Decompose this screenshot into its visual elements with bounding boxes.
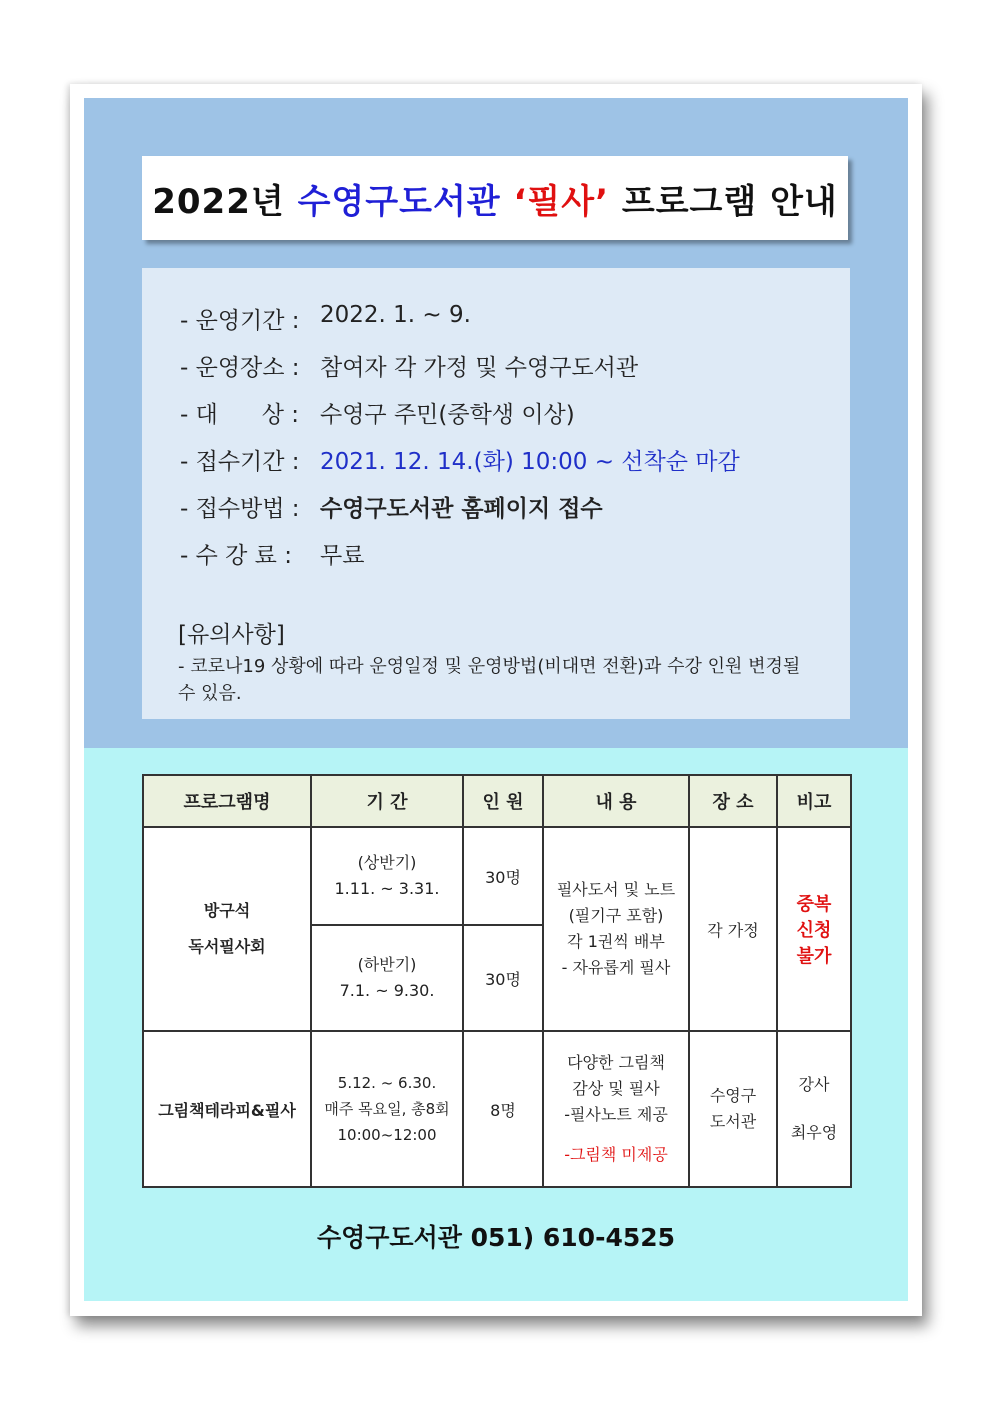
program1-name xyxy=(143,827,311,1031)
note-line: 신청 xyxy=(796,920,832,941)
period-line: 10:00~12:00 xyxy=(337,1126,437,1144)
header-note: 비고 xyxy=(777,775,851,827)
program1-people-second-half: 30명 xyxy=(463,925,543,1031)
note-line: 최우영 xyxy=(790,1123,838,1142)
content-line: (필기구 포함) xyxy=(568,906,664,925)
program1-name-line: 독서필사회 xyxy=(188,937,266,956)
note-line: 강사 xyxy=(798,1075,830,1094)
header-place: 장 소 xyxy=(689,775,777,827)
header-content: 내 용 xyxy=(543,775,689,827)
period-line: 5.12. ~ 6.30. xyxy=(337,1074,437,1092)
program2-period xyxy=(311,1031,463,1187)
info-value: 수영구도서관 홈페이지 접수 xyxy=(320,496,603,522)
note-line: 중복 xyxy=(796,894,832,915)
info-label: - 수 강 료 : xyxy=(180,543,292,569)
info-row-period xyxy=(180,302,471,335)
info-value: 참여자 각 가정 및 수영구도서관 xyxy=(320,355,639,381)
info-row-target xyxy=(180,396,575,429)
period-line: 매주 목요일, 총8회 xyxy=(324,1100,450,1118)
program1-content xyxy=(543,827,689,1031)
content-line: 필사도서 및 노트 xyxy=(556,880,676,899)
program2-note xyxy=(777,1031,851,1187)
program2-name: 그림책테라피&필사 xyxy=(143,1031,311,1187)
info-box xyxy=(142,268,850,719)
program2-people: 8명 xyxy=(463,1031,543,1187)
period-line: 7.1. ~ 9.30. xyxy=(339,981,435,1000)
program1-place: 각 가정 xyxy=(689,827,777,1031)
info-label: - 운영장소 : xyxy=(180,355,300,381)
info-row-registration-method xyxy=(180,490,603,523)
page-title xyxy=(142,156,848,240)
info-label: - 접수방법 : xyxy=(180,496,300,522)
header-people: 인 원 xyxy=(463,775,543,827)
program1-name-line: 방구석 xyxy=(203,901,251,920)
content-line: 다양한 그림책 xyxy=(567,1053,665,1072)
table-row xyxy=(143,827,851,925)
footer-contact: 수영구도서관 051) 610-4525 xyxy=(316,1223,676,1252)
info-label: - 접수기간 : xyxy=(180,449,300,475)
title-rest: 프로그램 안내 xyxy=(621,181,838,222)
content-line-warning: -그림책 미제공 xyxy=(564,1145,668,1164)
info-value: 무료 xyxy=(320,543,365,569)
info-value: 2021. 12. 14.(화) 10:00 ~ 선착순 마감 xyxy=(320,449,740,475)
program1-people-first-half: 30명 xyxy=(463,827,543,925)
info-label: - 운영기간 : xyxy=(180,308,300,334)
header-program-name: 프로그램명 xyxy=(143,775,311,827)
title-program: ‘필사’ xyxy=(513,181,610,222)
content-line: 각 1권씩 배부 xyxy=(567,932,665,951)
period-line: 1.11. ~ 3.31. xyxy=(334,879,440,898)
content-line: -필사노트 제공 xyxy=(564,1105,668,1124)
program1-note xyxy=(777,827,851,1031)
period-line: (하반기) xyxy=(357,955,417,974)
info-value: 2022. 1. ~ 9. xyxy=(320,302,471,328)
info-label: - 대 상 : xyxy=(180,402,299,428)
table-header-row xyxy=(143,775,851,827)
place-line: 수영구 xyxy=(709,1086,757,1105)
note-line: 불가 xyxy=(796,946,832,967)
content-line: 감상 및 필사 xyxy=(572,1079,660,1098)
place-line: 도서관 xyxy=(709,1112,757,1131)
info-row-registration-period xyxy=(180,443,740,476)
info-row-fee xyxy=(180,537,364,570)
program2-place xyxy=(689,1031,777,1187)
content-line: - 자유롭게 필사 xyxy=(561,958,671,977)
info-row-place xyxy=(180,349,638,382)
title-library: 수영구도서관 xyxy=(297,181,501,222)
notice-title: [유의사항] xyxy=(178,622,285,648)
period-line: (상반기) xyxy=(357,853,417,872)
program1-period-second-half xyxy=(311,925,463,1031)
header-period: 기 간 xyxy=(311,775,463,827)
table-row xyxy=(143,1031,851,1187)
program2-content xyxy=(543,1031,689,1187)
program-table xyxy=(142,774,852,1188)
program1-period-first-half xyxy=(311,827,463,925)
title-year: 2022년 xyxy=(152,181,285,222)
info-value: 수영구 주민(중학생 이상) xyxy=(320,402,575,428)
notice-text: - 코로나19 상황에 따라 운영일정 및 운영방법(비대면 전환)과 수강 인원 변경될 수 있음. xyxy=(178,656,801,704)
